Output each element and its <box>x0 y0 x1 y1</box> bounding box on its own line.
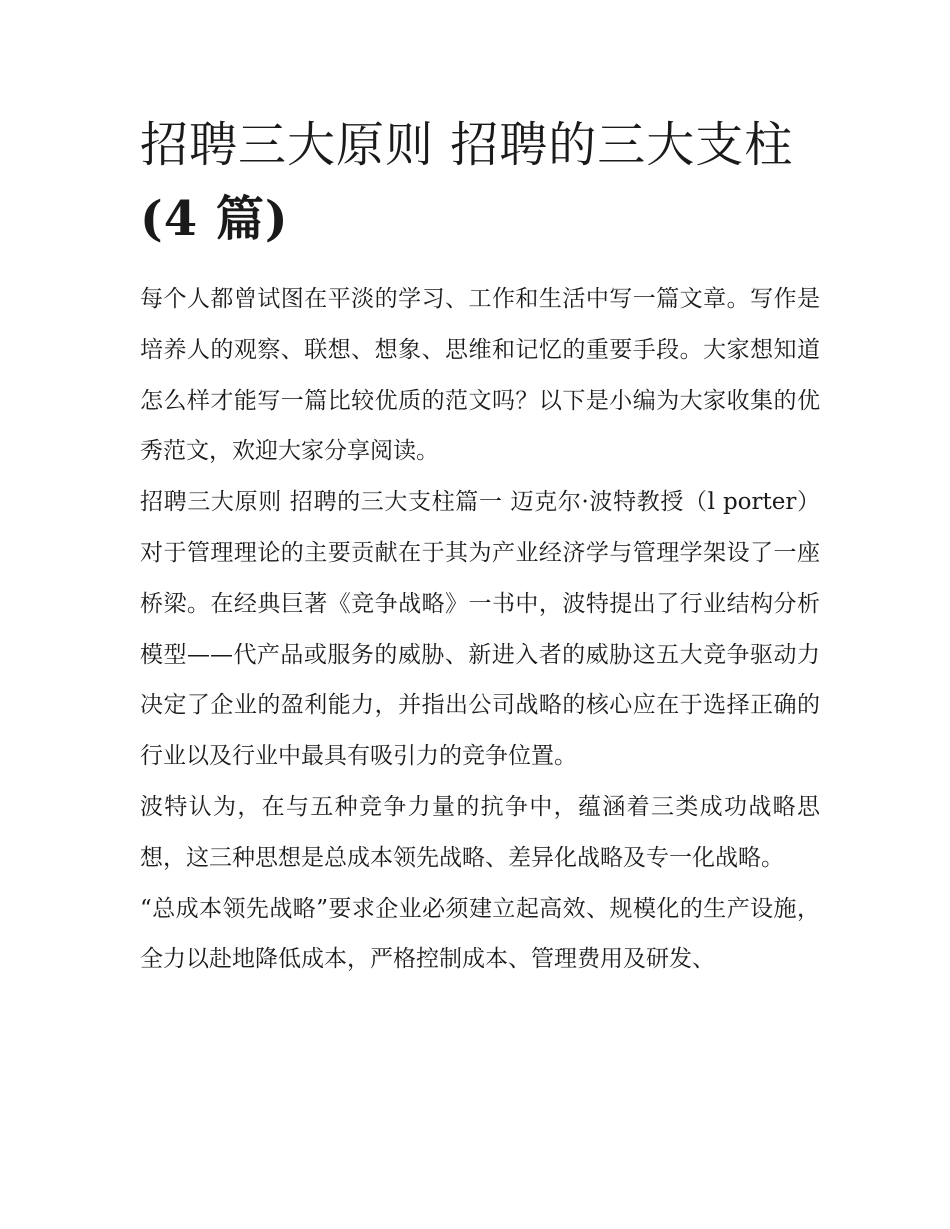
title-line-2: (4 篇) <box>140 191 289 247</box>
paragraph-intro: 每个人都曾试图在平淡的学习、工作和生活中写一篇文章。写作是培养人的观察、联想、想象、思维和记忆的重要手段。大家想知道怎么样才能写一篇比较优质的范文吗？以下是小编为大家收集的优秀范文，欢迎大家分享阅读。 <box>140 286 820 465</box>
title-line-1: 招聘三大原则 招聘的三大支柱 <box>140 117 794 173</box>
document-title <box>140 108 820 256</box>
paragraph-porter: 招聘三大原则 招聘的三大支柱篇一 迈克尔·波特教授（l porter）对于管理理论的主要贡献在于其为产业经济学与管理学架设了一座桥梁。在经典巨著《竞争战略》一书中，波特提出了行业结构分析模型——代产品或服务的威胁、新进入者的威胁这五大竞争驱动力决定了企业的盈利能力，并指出公司战略的核心应在于选择正确的行业以及行业中最具有吸引力的竞争位置。 <box>140 489 820 770</box>
paragraph-three-strategies: 波特认为，在与五种竞争力量的抗争中，蕴涵着三类成功战略思想，这三种思想是总成本领先战略、差异化战略及专一化战略。 <box>140 793 820 871</box>
paragraph-cost-leadership: “总成本领先战略”要求企业必须建立起高效、规模化的生产设施，全力以赴地降低成本，严格控制成本、管理费用及研发、 <box>140 895 820 973</box>
document-page <box>140 108 820 985</box>
